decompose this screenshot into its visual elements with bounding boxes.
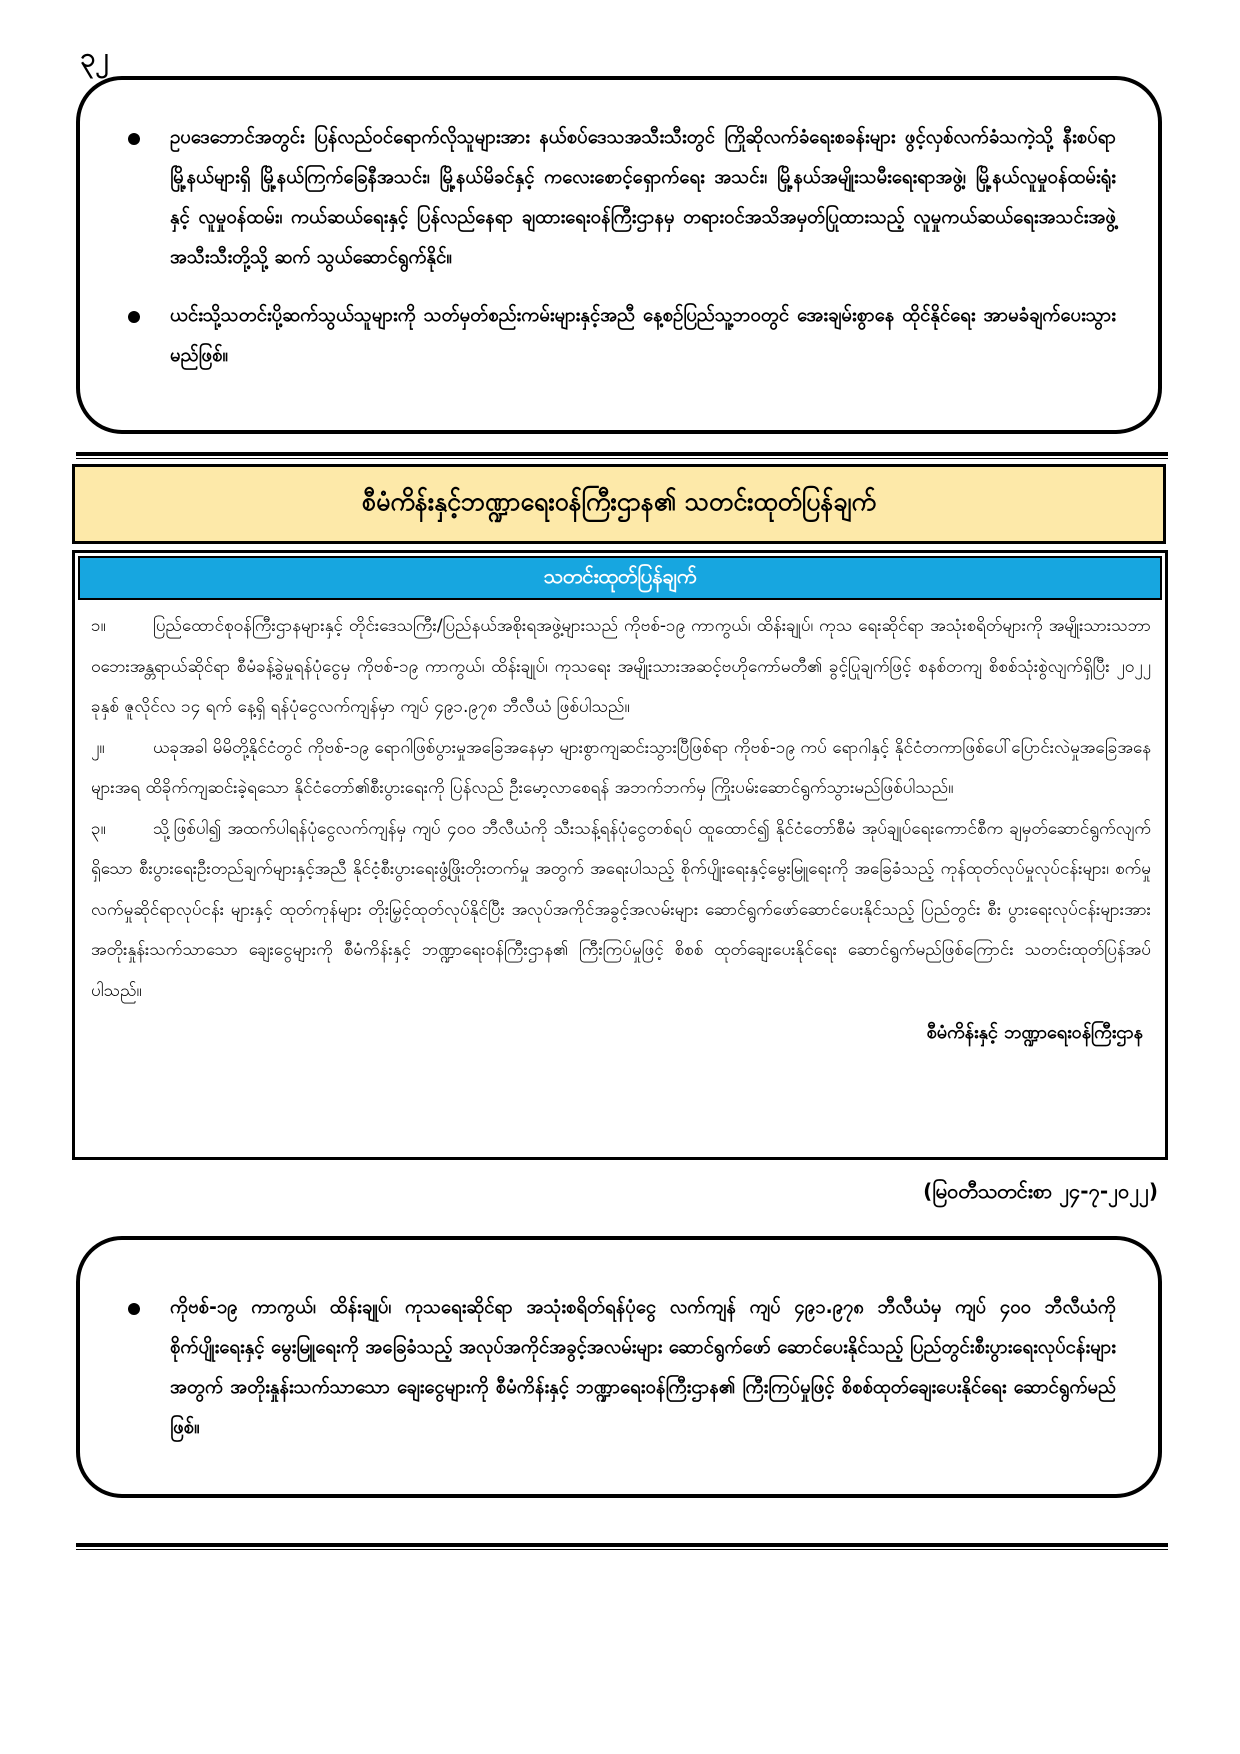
paragraph bbox=[91, 606, 1151, 728]
bullet-text: ကိုဗစ်-၁၉ ကာကွယ်၊ ထိန်းချုပ်၊ ကုသရေးဆိုင်ရာ အသုံးစရိတ်ရန်ပုံငွေ လက်ကျန် ကျပ် ၄၉၁.၉၇၈ ဘီလီယံမှ ကျပ် ၄၀၀ ဘီလီယံကို စိုက်ပျိုးရေးနှင့် မွေးမြူရေးကို အခြေခံသည့် အလုပ်အကိုင်အခွင့်အလမ်းများ ဆောင်ရွက်ဖော် ဆောင်ပေးနိုင်သည့် ပြည်တွင်းစီးပွားရေးလုပ်ငန်းများအတွက် အတိုးနှုန်းသက်သာသော ချေးငွေများကို စီမံကိန်းနှင့် ဘဏ္ဍာရေးဝန်ကြီးဌာန၏ ကြီးကြပ်မှုဖြင့် စိစစ်ထုတ်ချေးပေးနိုင်ရေး ဆောင်ရွက်မည်ဖြစ်။ bbox=[170, 1297, 1116, 1438]
bullet-item bbox=[128, 1288, 1116, 1448]
bullet-icon bbox=[128, 1303, 140, 1315]
paragraph-number: ၂။ bbox=[91, 737, 105, 758]
summary-box-top bbox=[76, 76, 1162, 434]
paragraph-text: ပြည်ထောင်စုဝန်ကြီးဌာနများနှင့် တိုင်းဒေသကြီး/ပြည်နယ်အစိုးရအဖွဲ့များသည် ကိုဗစ်-၁၉ ကာကွယ်၊ ထိန်းချုပ်၊ ကုသ ရေးဆိုင်ရာ အသုံးစရိတ်များကို အမျိုးသားသဘာဝဘေးအန္တရာယ်ဆိုင်ရာ စီမံခန့်ခွဲမှုရန်ပုံငွေမှ ကိုဗစ်-၁၉ ကာကွယ်၊ ထိန်းချုပ်၊ ကုသရေး အမျိုးသားအဆင့်ဗဟိုကော်မတီ၏ ခွင့်ပြုချက်ဖြင့် စနစ်တကျ စိစစ်သုံးစွဲလျက်ရှိပြီး ၂၀၂၂ ခုနှစ် ဇူလိုင်လ ၁၄ ရက် နေ့ရှိ ရန်ပုံငွေလက်ကျန်မှာ ကျပ် ၄၉၁.၉၇၈ ဘီလီယံ ဖြစ်ပါသည်။ bbox=[91, 616, 1151, 717]
page-number: ၃၂ bbox=[80, 42, 109, 73]
press-release-frame bbox=[72, 550, 1168, 1160]
signature: စီမံကိန်းနှင့် ဘဏ္ဍာရေးဝန်ကြီးဌာန bbox=[926, 1022, 1143, 1043]
summary-box-bottom bbox=[76, 1236, 1162, 1498]
divider-line bbox=[76, 1543, 1168, 1550]
paragraph bbox=[91, 728, 1151, 809]
bullet-item bbox=[128, 118, 1116, 278]
paragraph-number: ၁။ bbox=[91, 616, 106, 636]
bullet-icon bbox=[128, 311, 140, 323]
paragraph bbox=[91, 809, 1151, 1012]
bullet-item bbox=[128, 296, 1116, 376]
paragraph-text: သို့ဖြစ်ပါ၍ အထက်ပါရန်ပုံငွေလက်ကျန်မှ ကျပ် ၄၀၀ ဘီလီယံကို သီးသန့်ရန်ပုံငွေတစ်ရပ် ထူထောင်၍ နိုင်ငံတော်စီမံ အုပ်ချုပ်ရေးကောင်စီက ချမှတ်ဆောင်ရွက်လျက်ရှိသော စီးပွားရေးဦးတည်ချက်များနှင့်အညီ နိုင်ငံ့စီးပွားရေးဖွံ့ဖြိုးတိုးတက်မှု အတွက် အရေးပါသည့် စိုက်ပျိုးရေးနှင့်မွေးမြူရေးကို အခြေခံသည့် ကုန်ထုတ်လုပ်မှုလုပ်ငန်းများ၊ စက်မှုလက်မှုဆိုင်ရာလုပ်ငန်း များနှင့် ထုတ်ကုန်များ တိုးမြှင့်ထုတ်လုပ်နိုင်ပြီး အလုပ်အကိုင်အခွင့်အလမ်းများ ဆောင်ရွက်ဖော်ဆောင်ပေးနိုင်သည့် ပြည်တွင်း စီး ပွားရေးလုပ်ငန်းများအား အတိုးနှုန်းသက်သာသော ချေးငွေများကို စီမံကိန်းနှင့် ဘဏ္ဍာရေးဝန်ကြီးဌာန၏ ကြီးကြပ်မှုဖြင့် စိစစ် ထုတ်ချေးပေးနိုင်ရေး ဆောင်ရွက်မည်ဖြစ်ကြောင်း သတင်းထုတ်ပြန်အပ်ပါသည်။ bbox=[91, 818, 1151, 1001]
press-release-header-label: သတင်းထုတ်ပြန်ချက် bbox=[543, 564, 697, 588]
bullet-text: ယင်းသို့သတင်းပို့ဆက်သွယ်သူများကို သတ်မှတ်စည်းကမ်းများနှင့်အညီ နေ့စဉ်ပြည်သူ့ဘဝတွင် အေးချမ်းစွာနေ ထိုင်နိုင်ရေး အာမခံချက်ပေးသွားမည်ဖြစ်။ bbox=[170, 305, 1116, 366]
paragraph-number: ၃။ bbox=[91, 818, 106, 839]
bullet-icon bbox=[128, 133, 140, 145]
press-release-body bbox=[75, 600, 1165, 1053]
section-title-banner bbox=[72, 464, 1166, 544]
divider-line bbox=[76, 452, 1168, 459]
paragraph-text: ယခုအခါ မိမိတို့နိုင်ငံတွင် ကိုဗစ်-၁၉ ရောဂါဖြစ်ပွားမှုအခြေအနေမှာ များစွာကျဆင်းသွားပြီဖြစ်ရာ ကိုဗစ်-၁၉ ကပ် ရောဂါနှင့် နိုင်ငံတကာဖြစ်ပေါ်ပြောင်းလဲမှုအခြေအနေများအရ ထိခိုက်ကျဆင်းခဲ့ရသော နိုင်ငံတော်၏စီးပွားရေးကို ပြန်လည် ဦးမော့လာစေရန် အဘက်ဘက်မှ ကြိုးပမ်းဆောင်ရွက်သွားမည်ဖြစ်ပါသည်။ bbox=[91, 737, 1151, 798]
press-release-header bbox=[78, 556, 1162, 600]
section-title: စီမံကိန်းနှင့်ဘဏ္ဍာရေးဝန်ကြီးဌာန၏ သတင်းထုတ်ပြန်ချက် bbox=[362, 486, 876, 516]
source-citation: (မြဝတီသတင်းစာ ၂၄-၇-၂၀၂၂) bbox=[923, 1179, 1158, 1203]
bullet-text: ဥပဒေဘောင်အတွင်း ပြန်လည်ဝင်ရောက်လိုသူများအား နယ်စပ်ဒေသအသီးသီးတွင် ကြိုဆိုလက်ခံရေးစခန်းများ ဖွင့်လှစ်လက်ခံသကဲ့သို့ နီးစပ်ရာမြို့နယ်များရှိ မြို့နယ်ကြက်ခြေနီအသင်း၊ မြို့နယ်မိခင်နှင့် ကလေးစောင့်ရှောက်ရေး အသင်း၊ မြို့နယ်အမျိုးသမီးရေးရာအဖွဲ့၊ မြို့နယ်လူမှုဝန်ထမ်းရုံးနှင့် လူမှုဝန်ထမ်း၊ ကယ်ဆယ်ရေးနှင့် ပြန်လည်နေရာ ချထားရေးဝန်ကြီးဌာနမှ တရားဝင်အသိအမှတ်ပြုထားသည့် လူမှုကယ်ဆယ်ရေးအသင်းအဖွဲ့အသီးသီးတို့သို့ ဆက် သွယ်ဆောင်ရွက်နိုင်။ bbox=[170, 127, 1116, 268]
